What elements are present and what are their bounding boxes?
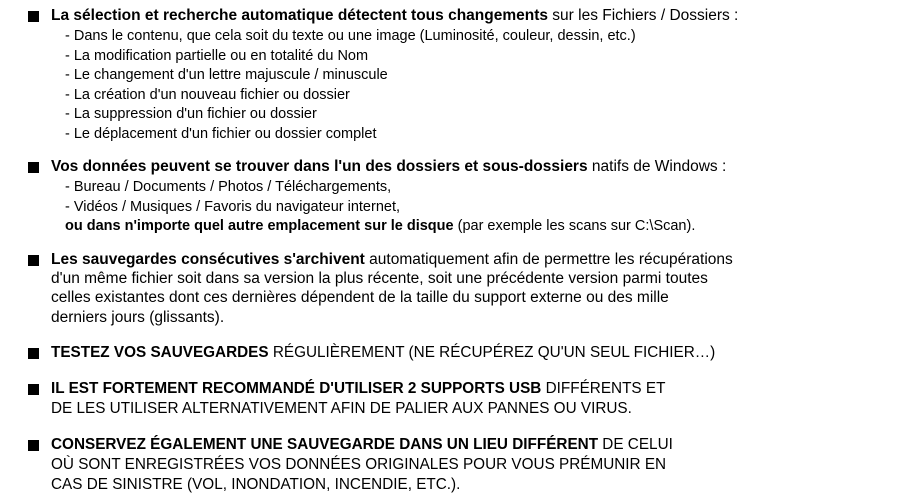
caps-bold-text: CONSERVEZ ÉGALEMENT UNE SAUVEGARDE DANS UN LIEU DIFFÉRENT	[51, 436, 599, 453]
list-item-bold-text: ou dans n'importe quel autre emplacement sur le disque	[65, 218, 454, 234]
section-body	[51, 157, 895, 237]
section-archives	[28, 250, 895, 328]
section-body	[51, 250, 895, 328]
lead-rest-text: sur les Fichiers / Dossiers :	[548, 7, 739, 24]
square-bullet-icon	[28, 348, 39, 359]
list-item-mixed	[51, 217, 895, 237]
caps-rest-text: RÉGULIÈREMENT (NE RÉCUPÉREZ QU'UN SEUL FICHIER…)	[268, 344, 716, 361]
section-testez	[28, 343, 895, 363]
caps-line	[51, 379, 895, 399]
caps-line: DE LES UTILISER ALTERNATIVEMENT AFIN DE PALIER AUX PANNES OU VIRUS.	[51, 400, 632, 417]
caps-line: CAS DE SINISTRE (VOL, INONDATION, INCENDIE, ETC.).	[51, 476, 461, 493]
list-item: - La modification partielle ou en totalité du Nom	[65, 47, 369, 64]
square-bullet-icon	[28, 11, 39, 22]
section-body	[51, 379, 895, 419]
section-lead	[51, 250, 895, 269]
section-supports-usb	[28, 379, 895, 419]
lead-bold-text: Les sauvegardes consécutives s'archivent	[51, 250, 365, 268]
section-lieu-different	[28, 435, 895, 495]
caps-bold-text: TESTEZ VOS SAUVEGARDES	[51, 344, 269, 361]
square-bullet-icon	[28, 440, 39, 451]
square-bullet-icon	[28, 162, 39, 173]
lead-bold-text: Vos données peuvent se trouver dans l'un des dossiers et sous-dossiers	[51, 158, 588, 175]
caps-line: OÙ SONT ENREGISTRÉES VOS DONNÉES ORIGINALES POUR VOUS PRÉMUNIR EN	[51, 456, 667, 473]
list-item: - Le changement d'un lettre majuscule / minuscule	[65, 67, 388, 83]
list-item: - Vidéos / Musiques / Favoris du navigateur internet,	[65, 198, 401, 215]
caps-rest-text: DE CELUI	[598, 436, 673, 453]
lead-rest-text: automatiquement afin de permettre les récupérations	[364, 250, 733, 268]
section-body	[51, 6, 895, 144]
list-item: - Bureau / Documents / Photos / Téléchargements,	[65, 179, 392, 195]
section-body	[51, 343, 895, 363]
lead-rest-text: natifs de Windows :	[587, 158, 727, 175]
square-bullet-icon	[28, 384, 39, 395]
lead-bold-text: La sélection et recherche automatique détectent tous changements	[51, 7, 548, 24]
section-lead	[51, 157, 895, 176]
section-body	[51, 435, 895, 495]
caps-line	[51, 343, 895, 363]
section-detection	[28, 6, 895, 144]
paragraph-line: celles existantes dont ces dernières dépendent de la taille du support externe ou des mille	[51, 289, 669, 306]
paragraph-line: d'un même fichier soit dans sa version la plus récente, soit une précédente version parmi toutes	[51, 269, 708, 287]
list-item: - Le déplacement d'un fichier ou dossier complet	[65, 125, 377, 142]
list-item: - La création d'un nouveau fichier ou dossier	[65, 86, 350, 103]
caps-line	[51, 435, 895, 455]
paragraph-line: derniers jours (glissants).	[51, 308, 225, 326]
caps-rest-text: DIFFÉRENTS ET	[541, 380, 666, 397]
square-bullet-icon	[28, 255, 39, 266]
list-item: - La suppression d'un fichier ou dossier	[65, 106, 317, 122]
section-lead	[51, 6, 895, 25]
list-item-rest-text: (par exemple les scans sur C:\Scan).	[453, 218, 696, 234]
section-emplacements	[28, 157, 895, 237]
list-item: - Dans le contenu, que cela soit du texte ou une image (Luminosité, couleur, dessin, etc.)	[65, 28, 636, 44]
caps-bold-text: IL EST FORTEMENT RECOMMANDÉ D'UTILISER 2 SUPPORTS USB	[51, 380, 542, 397]
